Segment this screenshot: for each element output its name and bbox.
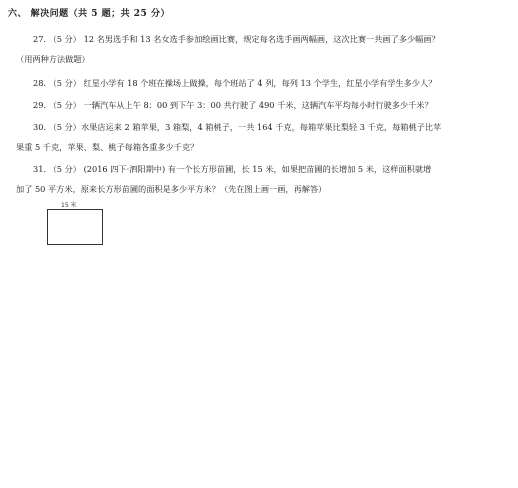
section-heading: 六、 解决问题（共 5 题；共 25 分） (8, 9, 170, 19)
question-31-line-1: 31. （5 分） (2016 四下·泗阳期中) 有一个长方形苗圃，长 15 米，如果把苗圃的长增加 5 米，这样面积就增 (33, 164, 432, 174)
question-30-line-2: 果重 5 千克，苹果、梨、桃子每箱各重多少千克？ (16, 142, 199, 152)
figure-rectangle (47, 209, 103, 245)
question-27-line-2: （用两种方法做题） (16, 54, 90, 64)
question-27-line-1: 27. （5 分） 12 名男选手和 13 名女选手参加绘画比赛，规定每名选手画两幅画，这次比赛一共画了多少幅画？ (33, 34, 440, 44)
question-30-line-1: 30. （5 分）水果店运来 2 箱苹果，3 箱梨，4 箱桃子，一共 164 千克，每箱苹果比梨轻 3 千克，每箱桃子比苹 (33, 122, 442, 132)
question-31-line-2: 加了 50 平方米，原来长方形苗圃的面积是多少平方米？（先在图上画一画，再解答） (16, 184, 327, 194)
question-28: 28. （5 分） 红星小学有 18 个班在操场上做操，每个班站了 4 列，每列 13 个学生，红星小学有学生多少人？ (33, 78, 437, 88)
rectangle-figure (47, 203, 107, 247)
figure-length-label: 15 米 (61, 202, 77, 209)
question-29: 29. （5 分） 一辆汽车从上午 8：00 到下午 3：00 共行驶了 490 千米，这辆汽车平均每小时行驶多少千米？ (33, 100, 433, 110)
